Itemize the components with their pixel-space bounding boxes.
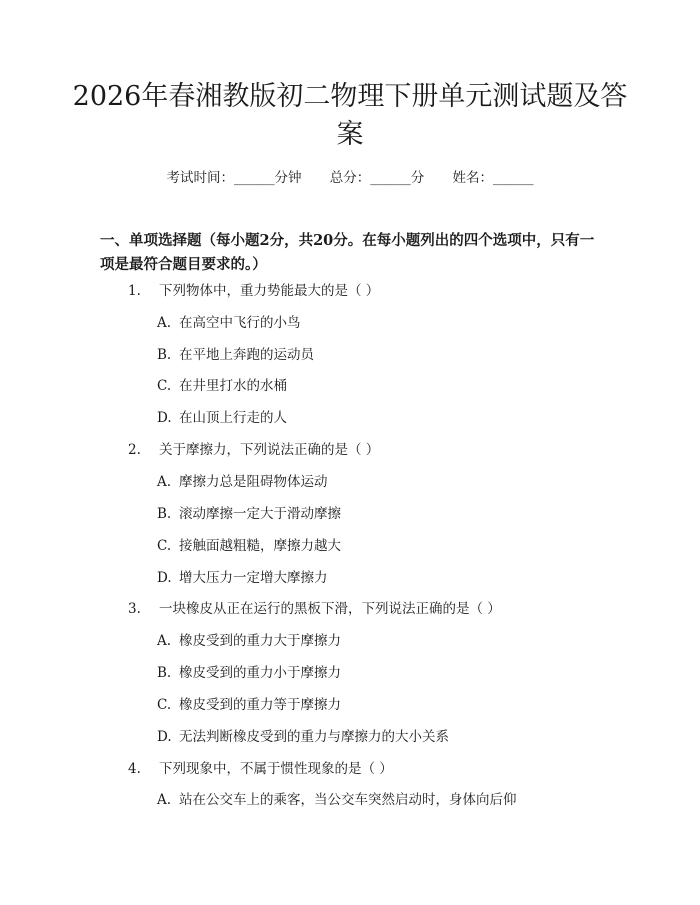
question-2 [128,440,379,460]
option-text: 橡皮受到的重力等于摩擦力 [179,697,341,713]
option-text: 在井里打水的水桶 [179,378,287,394]
option-text: 在平地上奔跑的运动员 [179,347,314,363]
question-3 [128,599,501,619]
option-text: 橡皮受到的重力小于摩擦力 [179,665,341,681]
option-1c [157,376,287,396]
option-3c [157,695,341,715]
question-text: 关于摩擦力，下列说法正确的是（ ） [159,442,380,458]
option-text: 橡皮受到的重力大于摩擦力 [179,633,341,649]
option-1d [157,408,287,428]
option-text: 在山顶上行走的人 [179,410,287,426]
section-heading: 一、单项选择题（每小题2分，共20分。在每小题列出的四个选项中，只有一项是最符合题目要求的。） [100,232,595,273]
question-text: 下列物体中，重力势能最大的是（ ） [159,283,380,299]
option-text: 在高空中飞行的小鸟 [179,315,301,331]
exam-time-field: 考试时间：______分钟 [166,170,302,186]
option-3a [157,631,341,651]
option-2d [157,568,328,588]
student-name-field: 姓名：______ [452,170,534,186]
option-letter: B. [157,665,172,681]
option-3b [157,663,341,683]
option-letter: D. [157,729,172,745]
option-1a [157,313,301,333]
total-score-field: 总分：______分 [329,170,425,186]
page-title: 2026年春湘教版初二物理下册单元测试题及答案 [72,81,628,150]
question-number: 2. [128,442,141,458]
option-text: 滚动摩擦一定大于滑动摩擦 [179,506,341,522]
option-letter: A. [157,315,172,331]
option-text: 接触面越粗糙，摩擦力越大 [179,538,341,554]
option-letter: B. [157,347,172,363]
option-text: 站在公交车上的乘客，当公交车突然启动时，身体向后仰 [179,792,517,808]
option-letter: C. [157,697,172,713]
option-letter: C. [157,378,172,394]
question-number: 4. [128,761,141,777]
option-letter: A. [157,792,172,808]
option-letter: D. [157,570,172,586]
question-1 [128,281,379,301]
option-text: 增大压力一定增大摩擦力 [179,570,328,586]
exam-info-row [0,168,700,188]
question-text: 下列现象中，不属于惯性现象的是（ ） [159,761,393,777]
question-4 [128,759,393,779]
option-2a [157,472,328,492]
option-2c [157,536,341,556]
question-text: 一块橡皮从正在运行的黑板下滑，下列说法正确的是（ ） [159,601,501,617]
option-text: 无法判断橡皮受到的重力与摩擦力的大小关系 [179,729,449,745]
option-2b [157,504,341,524]
question-number: 1. [128,283,141,299]
option-3d [157,727,449,747]
question-number: 3. [128,601,141,617]
option-letter: A. [157,633,172,649]
option-letter: B. [157,506,172,522]
option-letter: A. [157,474,172,490]
option-letter: D. [157,410,172,426]
option-text: 摩擦力总是阻碍物体运动 [179,474,328,490]
option-4a [157,790,517,810]
option-letter: C. [157,538,172,554]
option-1b [157,345,314,365]
